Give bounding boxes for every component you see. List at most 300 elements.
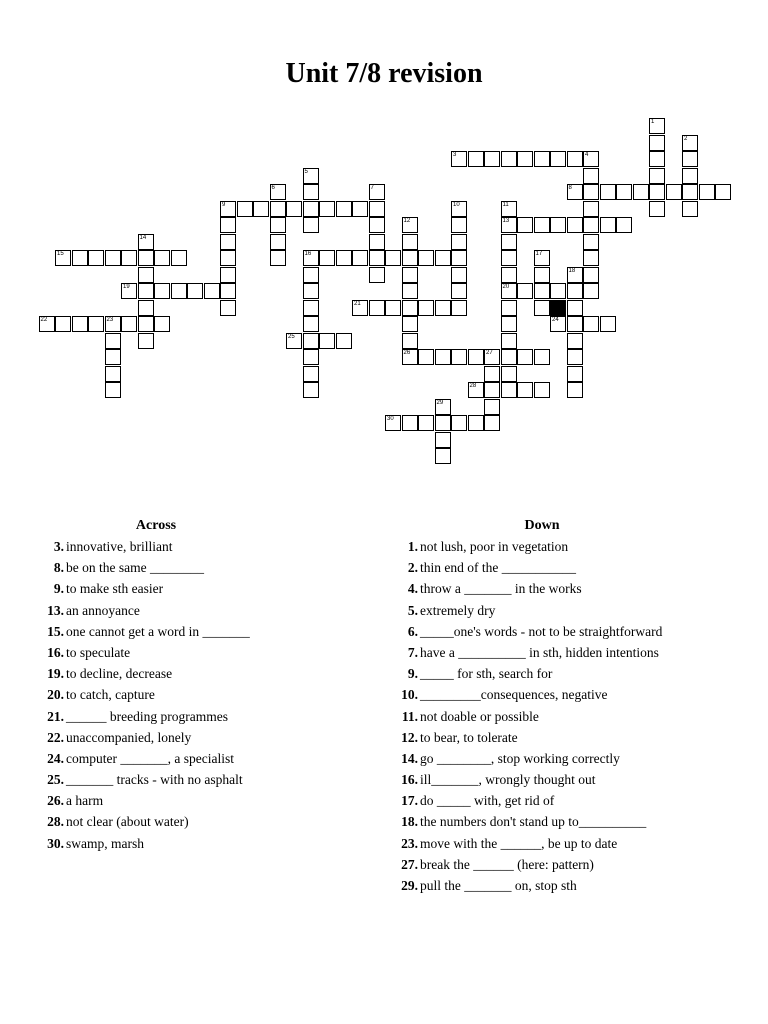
grid-cell[interactable] [402, 217, 418, 233]
grid-cell[interactable] [534, 217, 550, 233]
clue-text: pull the _______ on, stop sth [420, 878, 577, 893]
grid-cell[interactable] [418, 349, 434, 365]
clue-number: 21. [47, 708, 64, 724]
grid-cell[interactable] [270, 217, 286, 233]
clue-number: 19. [47, 666, 64, 682]
grid-cell[interactable] [187, 283, 203, 299]
grid-cell[interactable] [303, 382, 319, 398]
clue-number: 8. [53, 560, 64, 576]
grid-cell[interactable] [138, 300, 154, 316]
grid-cell[interactable] [154, 250, 170, 266]
grid-cell-number: 11 [502, 201, 509, 208]
grid-cell[interactable] [567, 316, 583, 332]
grid-cell[interactable] [534, 250, 550, 266]
grid-cell[interactable] [484, 382, 500, 398]
clue-text: have a __________ in sth, hidden intentions [420, 644, 659, 660]
grid-cell-number: 16 [304, 251, 312, 257]
grid-cell-number: 15 [57, 251, 64, 257]
clue-text: computer _______, a specialist [66, 750, 234, 766]
grid-cell[interactable] [303, 300, 319, 316]
grid-cell[interactable] [682, 168, 698, 184]
clue-text: not doable or possible [420, 708, 539, 724]
grid-cell[interactable] [220, 217, 236, 233]
grid-cell[interactable] [451, 250, 467, 266]
clue-number: 16. [47, 644, 64, 660]
grid-cell[interactable] [501, 234, 517, 250]
down-clue-list [394, 536, 690, 896]
grid-cell[interactable] [171, 250, 187, 266]
grid-cell[interactable] [336, 201, 352, 217]
grid-cell[interactable] [220, 300, 236, 316]
grid-cell[interactable] [550, 151, 566, 167]
clue-item [394, 854, 690, 875]
clue-number: 14. [401, 750, 418, 766]
clue-item [394, 621, 690, 642]
grid-cell[interactable] [567, 366, 583, 382]
grid-cell[interactable] [303, 283, 319, 299]
grid-cell[interactable] [567, 184, 583, 200]
grid-cell[interactable] [567, 382, 583, 398]
clue-number: 23. [401, 835, 418, 851]
grid-cell[interactable] [583, 283, 599, 299]
grid-cell[interactable] [270, 250, 286, 266]
grid-cell[interactable] [303, 184, 319, 200]
grid-cell[interactable] [583, 184, 599, 200]
grid-cell[interactable] [336, 333, 352, 349]
grid-cell[interactable] [369, 234, 385, 250]
grid-cell-number: 7 [370, 185, 374, 191]
grid-cell[interactable] [88, 316, 104, 332]
clue-item [394, 769, 690, 790]
grid-cell[interactable] [501, 250, 517, 266]
grid-cell[interactable] [583, 250, 599, 266]
across-clue-list [40, 536, 272, 854]
grid-cell[interactable] [517, 217, 533, 233]
grid-cell[interactable] [220, 234, 236, 250]
grid-cell[interactable] [220, 250, 236, 266]
grid-cell[interactable] [550, 283, 566, 299]
grid-cell[interactable] [303, 267, 319, 283]
grid-cell[interactable] [121, 283, 137, 299]
grid-cell[interactable] [369, 267, 385, 283]
clue-number: 7. [407, 644, 418, 660]
grid-cell[interactable] [121, 250, 137, 266]
grid-cell[interactable] [682, 201, 698, 217]
grid-cell-number: 10 [453, 201, 460, 208]
clue-text: _____ for sth, search for [420, 666, 553, 682]
grid-cell[interactable] [517, 382, 533, 398]
grid-cell-number: 26 [403, 350, 411, 356]
clue-number: 28. [47, 814, 64, 830]
grid-cell[interactable] [567, 267, 583, 283]
grid-cell[interactable] [105, 333, 121, 349]
grid-cell[interactable] [253, 201, 269, 217]
clue-text: unaccompanied, lonely [66, 729, 192, 745]
blocked-cell [550, 300, 566, 316]
grid-cell[interactable] [319, 250, 335, 266]
grid-cell[interactable] [435, 415, 451, 431]
grid-cell[interactable] [567, 151, 583, 167]
clue-number: 15. [47, 623, 64, 639]
grid-cell[interactable] [451, 234, 467, 250]
grid-cell[interactable] [270, 184, 286, 200]
grid-cell[interactable] [583, 267, 599, 283]
down-heading: Down [524, 518, 560, 533]
clue-text: ill_______, wrongly thought out [420, 772, 596, 788]
grid-cell[interactable] [402, 316, 418, 332]
grid-cell[interactable] [105, 250, 121, 266]
clue-item [40, 706, 272, 727]
clue-text: innovative, brilliant [66, 539, 173, 554]
grid-cell[interactable] [385, 415, 401, 431]
grid-cell[interactable] [501, 300, 517, 316]
grid-cell[interactable] [105, 366, 121, 382]
grid-cell[interactable] [369, 201, 385, 217]
clue-text: do _____ with, get rid of [420, 793, 555, 809]
clue-text: to catch, capture [66, 687, 155, 703]
grid-cell[interactable] [600, 316, 616, 332]
clue-number: 3. [53, 539, 64, 554]
clue-text: be on the same ________ [66, 560, 204, 576]
grid-cell[interactable] [468, 382, 484, 398]
clue-text: _________consequences, negative [420, 687, 608, 703]
grid-cell[interactable] [270, 201, 286, 217]
grid-cell[interactable] [154, 283, 170, 299]
grid-cell[interactable] [517, 349, 533, 365]
clue-item [40, 811, 272, 832]
grid-cell[interactable] [649, 184, 665, 200]
clue-item [394, 790, 690, 811]
grid-cell[interactable] [451, 217, 467, 233]
clue-number: 29. [401, 878, 418, 893]
grid-cell-number: 14 [139, 234, 147, 241]
grid-cell[interactable] [451, 349, 467, 365]
grid-cell[interactable] [501, 316, 517, 332]
grid-cell[interactable] [501, 349, 517, 365]
clue-text: the numbers don't stand up to__________ [420, 814, 647, 830]
grid-cell[interactable] [402, 300, 418, 316]
grid-cell[interactable] [319, 333, 335, 349]
grid-cell-number: 19 [123, 284, 130, 290]
grid-cell[interactable] [616, 217, 632, 233]
grid-cell[interactable] [418, 415, 434, 431]
grid-cell[interactable] [39, 316, 55, 332]
grid-cell[interactable] [451, 201, 467, 217]
clue-item [394, 833, 690, 854]
grid-cell[interactable] [319, 201, 335, 217]
grid-cell[interactable] [105, 382, 121, 398]
grid-cell[interactable] [484, 366, 500, 382]
grid-cell[interactable] [303, 250, 319, 266]
grid-cell[interactable] [352, 201, 368, 217]
clue-item [40, 684, 272, 705]
grid-cell[interactable] [303, 201, 319, 217]
grid-cell[interactable] [451, 415, 467, 431]
clue-item [394, 642, 690, 663]
grid-cell[interactable] [435, 250, 451, 266]
clue-number: 16. [401, 772, 418, 788]
grid-cell[interactable] [220, 267, 236, 283]
clue-text: an annoyance [66, 602, 140, 618]
grid-cell[interactable] [600, 184, 616, 200]
grid-cell[interactable] [402, 283, 418, 299]
grid-cell[interactable] [88, 250, 104, 266]
grid-cell[interactable] [715, 184, 731, 200]
grid-cell[interactable] [501, 333, 517, 349]
grid-cell-number: 5 [304, 168, 308, 175]
grid-cell-number: 13 [502, 218, 510, 224]
grid-cell-number: 2 [684, 135, 688, 142]
grid-cell[interactable] [369, 250, 385, 266]
grid-cell[interactable] [105, 316, 121, 332]
grid-cell-number: 29 [436, 399, 444, 406]
clue-item [40, 833, 272, 854]
grid-cell[interactable] [451, 300, 467, 316]
grid-cell[interactable] [138, 283, 154, 299]
grid-cell[interactable] [138, 333, 154, 349]
grid-cell[interactable] [418, 250, 434, 266]
grid-cell[interactable] [517, 283, 533, 299]
clue-number: 27. [401, 856, 418, 872]
clue-item [40, 578, 272, 599]
grid-cell[interactable] [369, 184, 385, 200]
grid-cell[interactable] [501, 151, 517, 167]
grid-cell[interactable] [682, 184, 698, 200]
grid-cell[interactable] [105, 349, 121, 365]
grid-cell[interactable] [72, 316, 88, 332]
clue-item [394, 557, 690, 578]
clue-item [40, 663, 272, 684]
grid-cell[interactable] [286, 333, 302, 349]
grid-cell[interactable] [583, 316, 599, 332]
clue-text: thin end of the ___________ [420, 560, 576, 576]
grid-cell[interactable] [484, 349, 500, 365]
grid-cell[interactable] [699, 184, 715, 200]
clue-text: to bear, to tolerate [420, 729, 518, 745]
grid-cell[interactable] [171, 283, 187, 299]
grid-cell[interactable] [204, 283, 220, 299]
grid-cell[interactable] [385, 300, 401, 316]
grid-cell[interactable] [303, 366, 319, 382]
grid-cell-number: 6 [271, 185, 275, 191]
grid-cell[interactable] [534, 300, 550, 316]
grid-cell[interactable] [600, 217, 616, 233]
grid-cell[interactable] [237, 201, 253, 217]
grid-cell[interactable] [352, 300, 368, 316]
grid-cell[interactable] [567, 333, 583, 349]
grid-cell[interactable] [666, 184, 682, 200]
grid-cell[interactable] [583, 234, 599, 250]
grid-cell[interactable] [550, 217, 566, 233]
grid-cell[interactable] [55, 250, 71, 266]
grid-cell[interactable] [369, 300, 385, 316]
grid-cell[interactable] [649, 168, 665, 184]
grid-cell[interactable] [468, 151, 484, 167]
grid-cell[interactable] [501, 217, 517, 233]
clue-text: ______ breeding programmes [66, 708, 228, 724]
page-title: Unit 7/8 revision [285, 58, 483, 89]
grid-cell[interactable] [402, 250, 418, 266]
grid-cell[interactable] [303, 333, 319, 349]
grid-cell[interactable] [402, 349, 418, 365]
clue-number: 6. [407, 623, 418, 639]
grid-cell[interactable] [154, 316, 170, 332]
grid-cell[interactable] [583, 151, 599, 167]
grid-cell[interactable] [501, 366, 517, 382]
grid-cell[interactable] [451, 151, 467, 167]
grid-cell[interactable] [435, 448, 451, 464]
clue-text: to make sth easier [66, 581, 164, 597]
clue-item [394, 600, 690, 621]
clue-number: 13. [47, 602, 64, 618]
grid-cell[interactable] [138, 250, 154, 266]
clue-number: 20. [47, 687, 64, 703]
grid-cell[interactable] [352, 250, 368, 266]
grid-cell[interactable] [270, 234, 286, 250]
grid-cell[interactable] [567, 217, 583, 233]
grid-cell[interactable] [534, 349, 550, 365]
clue-item [394, 536, 690, 557]
clue-item [40, 769, 272, 790]
clue-number: 18. [401, 814, 418, 830]
clue-text: _____one's words - not to be straightforward [420, 623, 663, 639]
grid-cell[interactable] [682, 135, 698, 151]
grid-cell-number: 24 [552, 317, 559, 323]
grid-cell[interactable] [336, 250, 352, 266]
grid-cell[interactable] [501, 283, 517, 299]
grid-cell[interactable] [402, 234, 418, 250]
grid-cell[interactable] [682, 151, 698, 167]
grid-cell[interactable] [567, 283, 583, 299]
grid-cell[interactable] [484, 151, 500, 167]
grid-cell[interactable] [451, 267, 467, 283]
grid-cell[interactable] [303, 217, 319, 233]
clue-number: 1. [407, 539, 418, 554]
grid-cell-number: 25 [288, 333, 295, 340]
clue-number: 22. [47, 729, 64, 745]
grid-cell-number: 21 [354, 300, 361, 307]
clue-item [40, 621, 272, 642]
grid-cell[interactable] [649, 135, 665, 151]
grid-cell[interactable] [303, 349, 319, 365]
grid-cell[interactable] [369, 217, 385, 233]
grid-cell[interactable] [435, 432, 451, 448]
grid-cell[interactable] [451, 283, 467, 299]
grid-cell[interactable] [484, 399, 500, 415]
grid-cell-number: 28 [469, 383, 477, 389]
grid-cell[interactable] [303, 168, 319, 184]
grid-cell[interactable] [649, 118, 665, 134]
clue-text: _______ tracks - with no asphalt [66, 772, 243, 788]
grid-cell[interactable] [567, 349, 583, 365]
grid-cell[interactable] [385, 250, 401, 266]
clue-item [394, 811, 690, 832]
grid-cell[interactable] [220, 201, 236, 217]
crossword-grid [0, 0, 768, 500]
grid-cell[interactable] [303, 316, 319, 332]
grid-cell-number: 22 [40, 317, 48, 323]
grid-cell[interactable] [402, 333, 418, 349]
grid-cell[interactable] [418, 300, 434, 316]
grid-cell[interactable] [534, 382, 550, 398]
grid-cell-number: 27 [486, 350, 493, 356]
grid-cell[interactable] [121, 316, 137, 332]
grid-cell[interactable] [534, 283, 550, 299]
clue-text: extremely dry [420, 602, 496, 618]
grid-cell[interactable] [583, 217, 599, 233]
grid-cell[interactable] [220, 283, 236, 299]
clue-item [394, 748, 690, 769]
grid-cell[interactable] [550, 316, 566, 332]
grid-cell-number: 12 [403, 218, 411, 224]
across-heading: Across [135, 518, 177, 533]
grid-cell[interactable] [138, 234, 154, 250]
grid-cell[interactable] [633, 184, 649, 200]
clue-number: 17. [401, 793, 418, 809]
grid-cell[interactable] [484, 415, 500, 431]
grid-cell[interactable] [501, 382, 517, 398]
clue-item [40, 536, 272, 557]
grid-cell[interactable] [583, 168, 599, 184]
grid-cell[interactable] [435, 349, 451, 365]
grid-cell-number: 17 [535, 251, 543, 257]
grid-cell[interactable] [567, 300, 583, 316]
grid-cell[interactable] [138, 267, 154, 283]
grid-cell[interactable] [72, 250, 88, 266]
grid-cell-number: 18 [568, 267, 576, 274]
down-clues [394, 518, 690, 896]
grid-cell[interactable] [468, 415, 484, 431]
grid-cell[interactable] [468, 349, 484, 365]
grid-cell[interactable] [534, 151, 550, 167]
grid-cell[interactable] [616, 184, 632, 200]
grid-cell[interactable] [138, 316, 154, 332]
clue-text: to decline, decrease [66, 666, 173, 682]
grid-cell[interactable] [501, 267, 517, 283]
grid-cell-number: 8 [568, 185, 572, 191]
grid-cell[interactable] [649, 201, 665, 217]
grid-cell-number: 3 [453, 152, 457, 158]
grid-cell[interactable] [501, 201, 517, 217]
across-clues [40, 518, 272, 854]
grid-cell[interactable] [402, 267, 418, 283]
grid-cell-number: 30 [387, 416, 394, 422]
clue-text: one cannot get a word in _______ [66, 623, 250, 639]
clue-item [394, 578, 690, 599]
grid-cell[interactable] [435, 300, 451, 316]
clue-item [394, 706, 690, 727]
clue-number: 4. [407, 581, 418, 597]
clue-number: 5. [407, 602, 418, 618]
grid-cell[interactable] [649, 151, 665, 167]
grid-cell[interactable] [517, 151, 533, 167]
grid-cell[interactable] [435, 399, 451, 415]
grid-cell[interactable] [286, 201, 302, 217]
clue-number: 12. [401, 729, 418, 745]
clue-number: 25. [47, 772, 64, 788]
grid-cell[interactable] [402, 415, 418, 431]
clue-item [40, 600, 272, 621]
clue-text: swamp, marsh [66, 835, 144, 851]
grid-cell[interactable] [583, 201, 599, 217]
clue-item [394, 684, 690, 705]
clue-number: 26. [47, 793, 64, 809]
clue-number: 24. [47, 750, 64, 766]
grid-cell[interactable] [55, 316, 71, 332]
grid-cell-number: 1 [651, 119, 655, 125]
grid-cell[interactable] [534, 267, 550, 283]
clue-number: 9. [53, 581, 64, 597]
